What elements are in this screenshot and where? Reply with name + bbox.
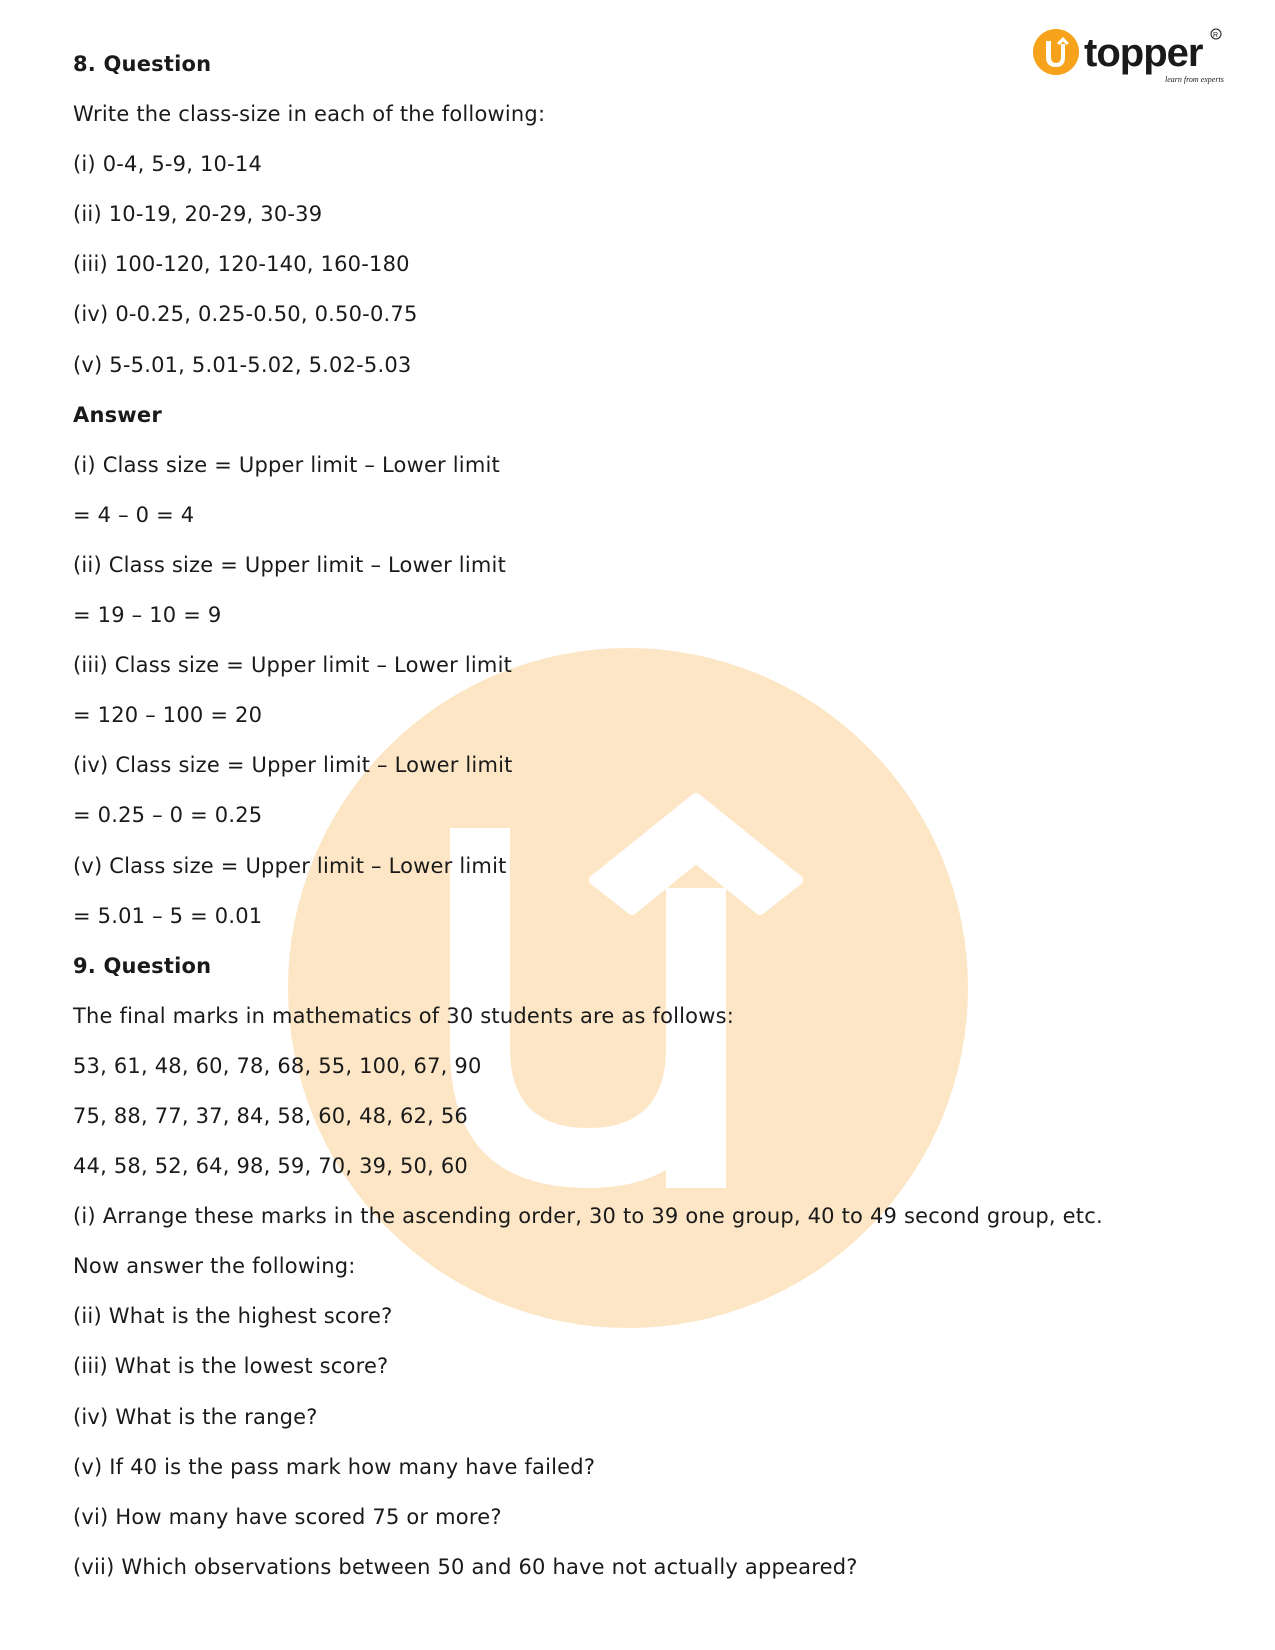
- q9-instruction: (vi) How many have scored 75 or more?: [73, 1504, 502, 1529]
- q9-instruction: (v) If 40 is the pass mark how many have failed?: [73, 1454, 596, 1479]
- q9-prompt: The final marks in mathematics of 30 students are as follows:: [73, 1003, 735, 1028]
- topper-brand-icon: [1032, 26, 1232, 88]
- q9-marks-row: 53, 61, 48, 60, 78, 68, 55, 100, 67, 90: [73, 1053, 482, 1078]
- q8-item: (iii) 100-120, 120-140, 160-180: [73, 252, 410, 277]
- q9-instruction: Now answer the following:: [73, 1254, 356, 1279]
- q8-heading: 8. Question: [73, 52, 212, 76]
- answer-line: (iii) Class size = Upper limit – Lower limit: [73, 653, 513, 678]
- answer-line: = 5.01 – 5 = 0.01: [73, 903, 263, 928]
- q8-prompt: Write the class-size in each of the following:: [73, 102, 546, 127]
- q8-item: (ii) 10-19, 20-29, 30-39: [73, 202, 323, 227]
- q9-instruction: (i) Arrange these marks in the ascending order, 30 to 39 one group, 40 to 49 second group, etc.: [73, 1204, 1103, 1229]
- q9-instruction: (iii) What is the lowest score?: [73, 1354, 389, 1379]
- q8-item: (iv) 0-0.25, 0.25-0.50, 0.50-0.75: [73, 302, 418, 327]
- q9-instruction: (iv) What is the range?: [73, 1404, 318, 1429]
- q9-marks-row: 75, 88, 77, 37, 84, 58, 60, 48, 62, 56: [73, 1103, 468, 1128]
- q9-heading: 9. Question: [73, 953, 212, 978]
- answer-line: (i) Class size = Upper limit – Lower limit: [73, 452, 500, 477]
- answer-line: = 19 – 10 = 9: [73, 603, 222, 628]
- answer-line: (v) Class size = Upper limit – Lower limit: [73, 853, 507, 878]
- q9-instruction: (ii) What is the highest score?: [73, 1304, 393, 1329]
- answer-line: (iv) Class size = Upper limit – Lower limit: [73, 753, 513, 778]
- topper-logo: [1032, 26, 1232, 88]
- document-body: [73, 52, 1213, 1605]
- q8-item: (i) 0-4, 5-9, 10-14: [73, 152, 263, 177]
- svg-text:R: R: [1213, 32, 1219, 39]
- q9-instruction: (vii) Which observations between 50 and 60 have not actually appeared?: [73, 1554, 858, 1579]
- answer-line: (ii) Class size = Upper limit – Lower limit: [73, 552, 506, 577]
- q8-item: (v) 5-5.01, 5.01-5.02, 5.02-5.03: [73, 352, 412, 377]
- answer-line: = 4 – 0 = 4: [73, 502, 195, 527]
- answer-line: = 0.25 – 0 = 0.25: [73, 803, 263, 828]
- answer-heading: Answer: [73, 402, 162, 427]
- answer-line: = 120 – 100 = 20: [73, 703, 263, 728]
- q9-marks-row: 44, 58, 52, 64, 98, 59, 70, 39, 50, 60: [73, 1154, 468, 1179]
- svg-text:learn from experts: learn from experts: [1165, 75, 1224, 84]
- svg-text:topper: topper: [1084, 31, 1203, 75]
